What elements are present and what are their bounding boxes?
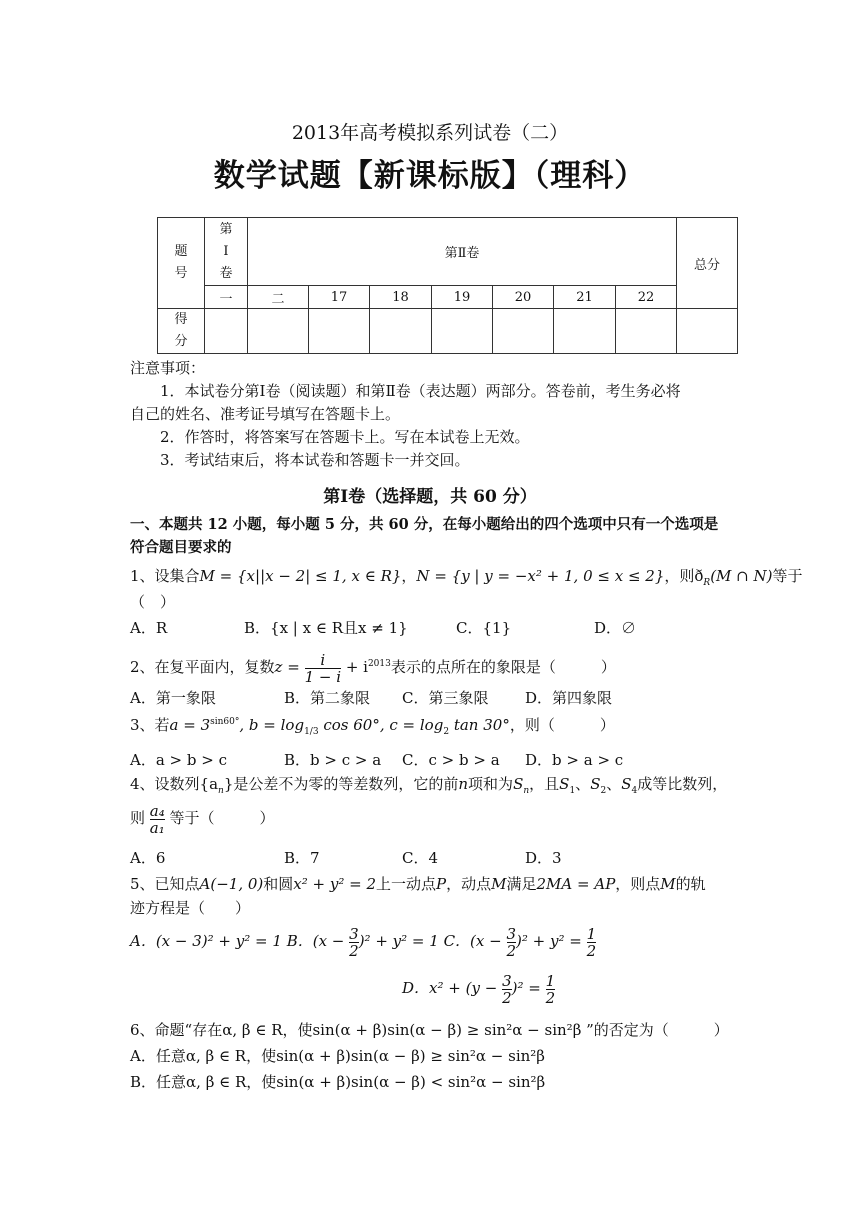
q4-option-a: A．6 [130,849,166,867]
table-header-juan2: 第Ⅱ卷 [248,218,677,286]
question-3-stem: 3、若$a = 3^{sin60^\circ}$, $b = \log_{1/3} \cos 60^\circ$, $c = \log_2 \tan 30^\circ$，则（ ） [130,716,615,737]
table-col: 一 [205,286,248,309]
fraction: $\frac{\text{a₄}}{\text{a₁}}$ [149,801,165,837]
score-cell [248,309,309,354]
score-cell [205,309,248,354]
note-1-cont: 自己的姓名、准考证号填写在答题卡上。 [130,405,401,423]
question-1-stem: 1、设集合M = {x||x − 2| ≤ 1, x ∈ R}，N = {y | y = −x² + 1, 0 ≤ x ≤ 2}，则$ð_R(M$ ∩ N)等于 [130,567,803,588]
q3-option-d: D．b > a > c [525,751,624,769]
question-1-blank: （ ） [130,593,176,611]
section-intro-cont: 符合题目要求的 [130,539,232,556]
q5-option-a: A．(x − 3)² + y² = 1 [130,932,282,950]
q2-option-d: D．第四象限 [525,689,613,707]
note-1: 1．本试卷分第Ⅰ卷（阅读题）和第Ⅱ卷（表达题）两部分。答卷前，考生务必将 [160,382,681,400]
q3-option-c: C．c > b > a [402,751,500,769]
score-cell [677,309,738,354]
q5-option-d: D．x² + (y − $\frac{3}{2}$ )² = $\frac{1}{2}$ [402,971,556,1007]
note-3: 3．考试结束后，将本试卷和答题卡一并交回。 [160,451,470,469]
table-header-total: 总分 [677,218,738,309]
q5-option-b: B．(x − $\frac{3}{2}$ )² + y² = 1 [286,924,439,960]
q1-option-c: C．{1} [456,619,512,637]
q1-option-a: A．R [130,619,168,637]
q2-option-c: C．第三象限 [402,689,489,707]
q5-option-c: C．(x − $\frac{3}{2}$ )² + y² = $\frac{1}{2}$ [443,924,597,960]
table-col: 20 [493,286,554,309]
q2-option-a: A．第一象限 [130,689,216,707]
question-4-stem: 4、设数列$\{a_n\}$是公差不为零的等差数列，它的前n项和为$S_n$，且$S_1$、$S_2$、$S_4$成等比数列， [130,775,728,796]
q4-option-d: D．3 [525,849,562,867]
score-cell [432,309,493,354]
table-col: 17 [309,286,370,309]
q1-option-b: B．{x | x ∈ R且x ≠ 1} [244,619,408,637]
question-5-stem-cont: 迹方程是（ ） [130,899,251,917]
table-col: 19 [432,286,493,309]
q3-option-a: A．a > b > c [130,751,227,769]
score-cell [309,309,370,354]
score-table [157,217,738,354]
q2-option-b: B．第二象限 [284,689,371,707]
notes-heading: 注意事项： [130,359,206,377]
table-col: 二 [248,286,309,309]
table-row-defen: 得分 [158,309,205,354]
section-intro: 一、本题共 12 小题，每小题 5 分，共 60 分，在每小题给出的四个选项中只有一个选项是 [130,516,719,533]
section-title: 第Ⅰ卷（选择题，共 60 分） [323,487,537,507]
q5-options-abc [130,923,596,963]
q6-option-b: B．任意α, β ∈ R，使sin(α + β)sin(α − β) < sin²α − sin²β [130,1073,546,1091]
table-header-juan1: 第Ⅰ卷 [205,218,248,286]
question-2-stem: 2、在复平面内，复数z = $\frac{i}{1 - i}$ + $i^{2013}$表示的点所在的象限是（ ） [130,650,616,686]
q3-option-b: B．b > c > a [284,751,382,769]
question-4-ask: 则 $\frac{\text{a₄}}{\text{a₁}}$ 等于（ ） [130,801,275,837]
score-cell [370,309,432,354]
exam-title: 数学试题【新课标版】（理科） [213,158,647,194]
question-5-stem: 5、已知点A(−1, 0)和圆x² + y² = 2上一动点P，动点M满足2MA = AP，则点M的轨 [130,875,706,893]
table-header-tihao: 题号 [158,218,205,309]
note-2: 2．作答时，将答案写在答题卡上。写在本试卷上无效。 [160,428,530,446]
table-col: 18 [370,286,432,309]
question-6-stem: 6、命题“存在α, β ∈ R，使sin(α + β)sin(α − β) ≥ sin²α − sin²β ”的否定为（ ） [130,1021,729,1039]
exam-series-title: 2013年高考模拟系列试卷（二） [291,122,569,144]
score-cell [493,309,554,354]
q1-option-d: D．∅ [594,619,637,637]
q4-option-b: B．7 [284,849,320,867]
score-cell [554,309,616,354]
table-col: 21 [554,286,616,309]
table-col: 22 [616,286,677,309]
q6-option-a: A．任意α, β ∈ R，使sin(α + β)sin(α − β) ≥ sin²α − sin²β [130,1047,545,1065]
fraction: $\frac{i}{1 - i}$ [304,650,342,686]
score-cell [616,309,677,354]
q4-option-c: C．4 [402,849,439,867]
